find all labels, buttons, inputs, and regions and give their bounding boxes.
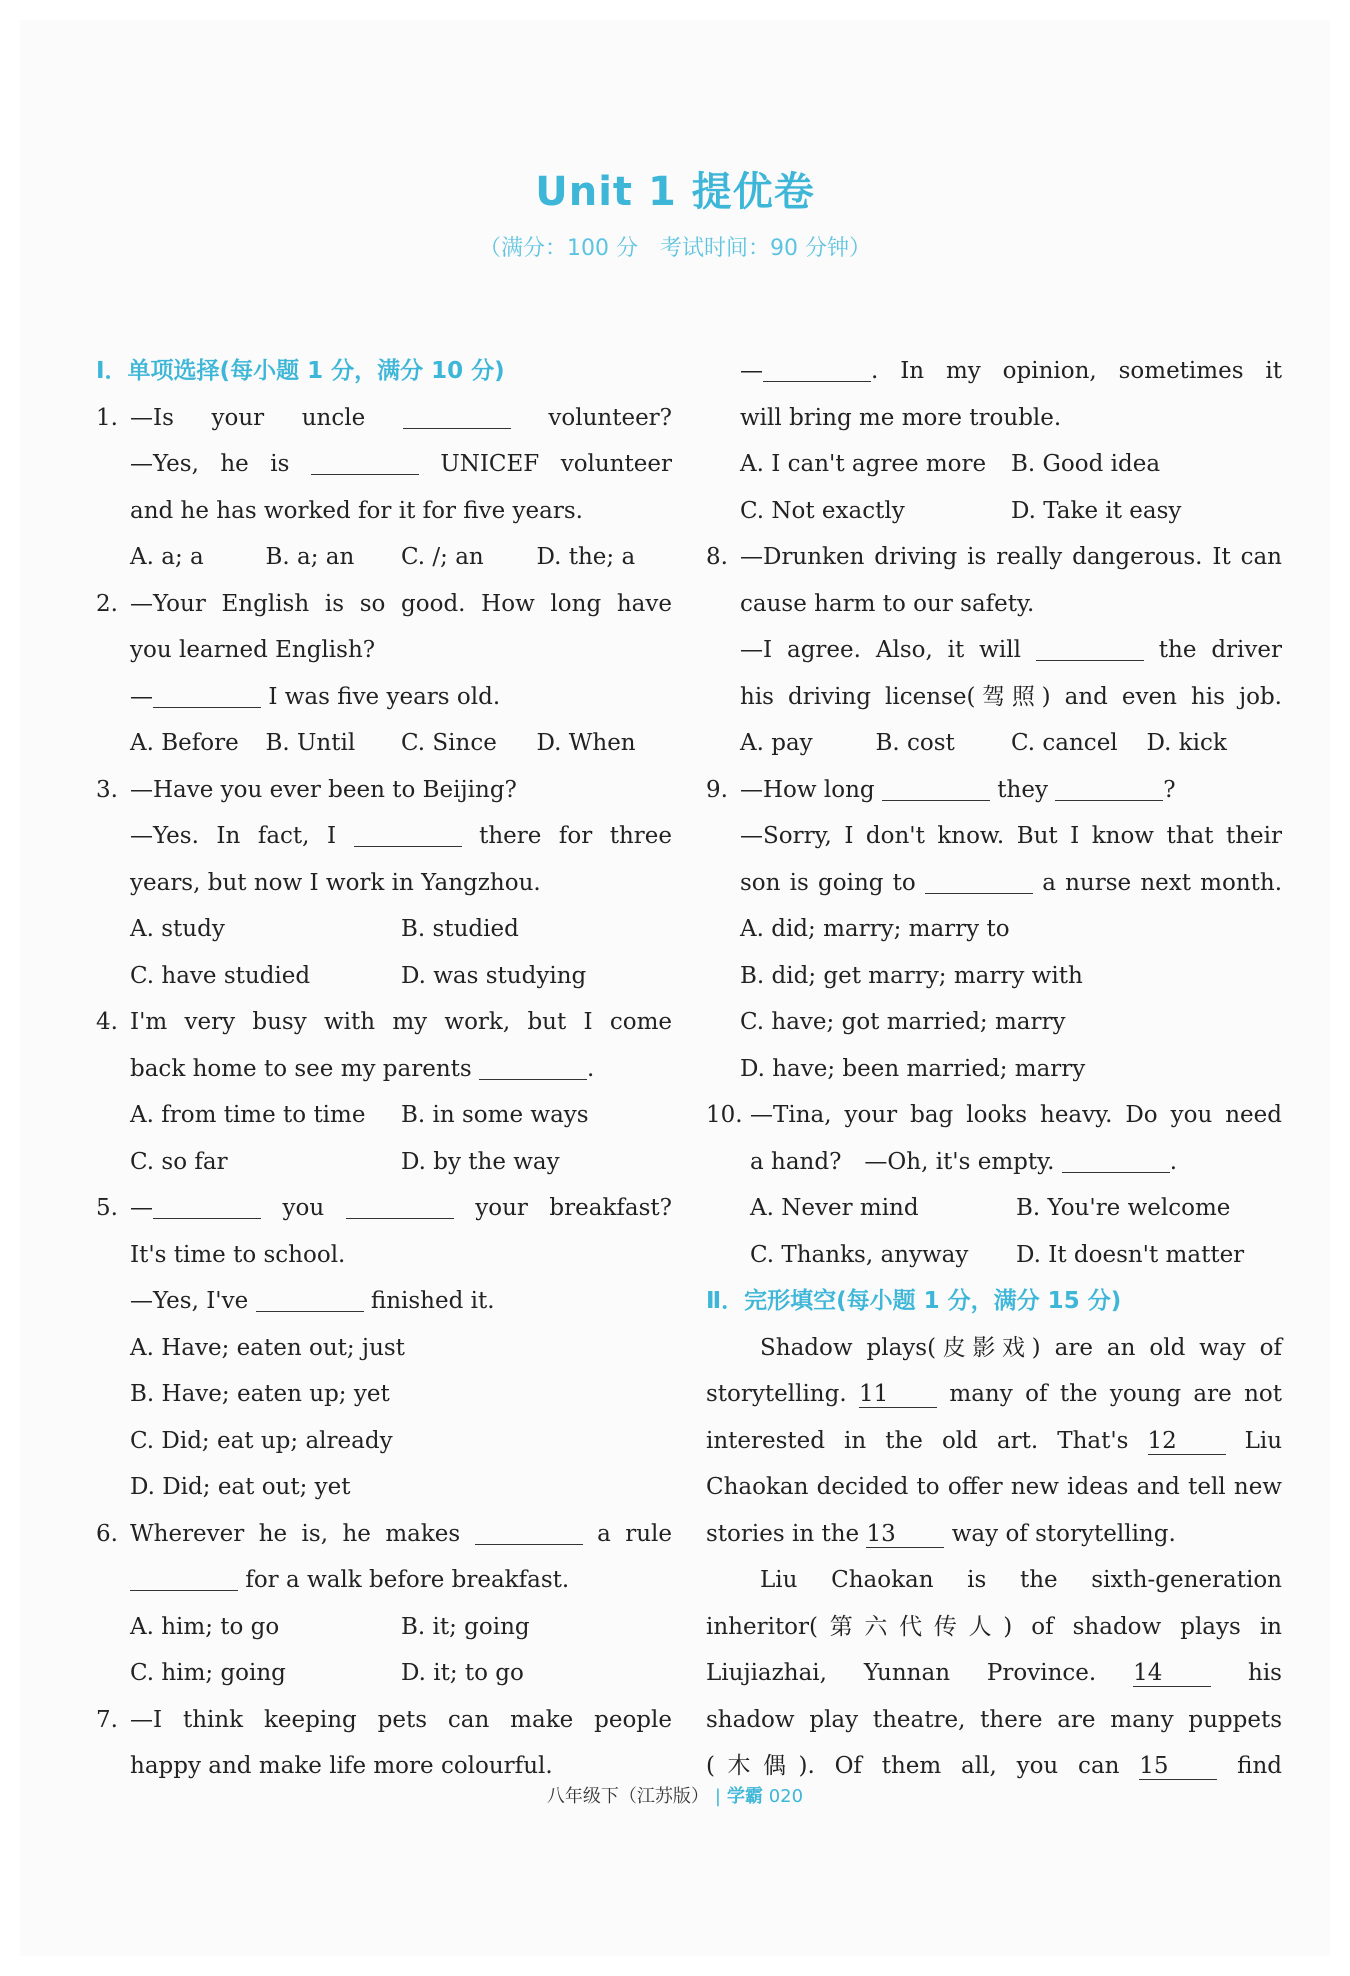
left-column bbox=[96, 348, 672, 1790]
answer-blank[interactable] bbox=[346, 1194, 454, 1219]
question-text: you bbox=[282, 1195, 325, 1221]
option-c[interactable]: C. him; going bbox=[130, 1660, 286, 1686]
question-text: cause harm to our safety. bbox=[740, 590, 1035, 617]
question-number: 5. bbox=[96, 1195, 118, 1221]
header bbox=[0, 160, 1350, 262]
question-text: — bbox=[740, 358, 763, 384]
option-b[interactable]: B. did; get marry; marry with bbox=[740, 962, 1083, 989]
option-d[interactable]: D. the; a bbox=[536, 544, 636, 570]
question-number: 1. bbox=[96, 404, 118, 431]
question-number: 8. bbox=[706, 544, 728, 570]
option-d[interactable]: D. was studying bbox=[401, 962, 587, 989]
cloze-text: Shadow plays(皮影戏) are an old way of bbox=[760, 1334, 1282, 1361]
question-text: I was five years old. bbox=[268, 683, 501, 710]
question-9 bbox=[706, 767, 1282, 1093]
section-title-multiple-choice: Ⅰ．单项选择(每小题 1 分，满分 10 分) bbox=[96, 358, 505, 384]
question-text: —Yes, I've bbox=[130, 1288, 249, 1314]
question-text: —Is your uncle bbox=[130, 404, 366, 431]
cloze-blank-12[interactable]: 12 bbox=[1148, 1428, 1226, 1455]
option-b[interactable]: B. You're welcome bbox=[1016, 1195, 1231, 1221]
option-d[interactable]: D. Take it easy bbox=[1011, 497, 1182, 524]
option-a[interactable]: A. I can't agree more bbox=[740, 451, 987, 477]
section-title-cloze: Ⅱ．完形填空(每小题 1 分，满分 15 分) bbox=[706, 1288, 1122, 1314]
answer-blank[interactable] bbox=[256, 1287, 364, 1312]
exam-info: （满分：100 分 考试时间：90 分钟） bbox=[479, 236, 871, 261]
option-d[interactable]: D. by the way bbox=[401, 1148, 560, 1175]
page-title: Unit 1 提优卷 bbox=[535, 169, 815, 215]
option-a[interactable]: A. a; a bbox=[130, 544, 204, 570]
option-a[interactable]: A. study bbox=[130, 916, 225, 942]
option-c[interactable]: C. Did; eat up; already bbox=[130, 1427, 393, 1454]
question-text: —Tina, your bag looks heavy. Do you need bbox=[750, 1102, 1282, 1128]
options bbox=[130, 720, 672, 767]
options bbox=[740, 441, 1282, 534]
question-text: It's time to school. bbox=[130, 1241, 346, 1268]
answer-blank[interactable] bbox=[403, 404, 511, 429]
option-a[interactable]: A. Before bbox=[130, 730, 239, 756]
option-a[interactable]: A. Have; eaten out; just bbox=[130, 1334, 405, 1361]
answer-blank[interactable] bbox=[1062, 1148, 1170, 1173]
option-d[interactable]: D. have; been married; marry bbox=[740, 1055, 1086, 1082]
options bbox=[740, 720, 1282, 767]
cloze-text: stories in the bbox=[706, 1520, 860, 1547]
question-number: 3. bbox=[96, 776, 118, 803]
question-5 bbox=[96, 1185, 672, 1511]
question-number: 9. bbox=[706, 776, 728, 803]
right-column bbox=[706, 348, 1282, 1790]
question-4 bbox=[96, 999, 672, 1185]
question-text: volunteer? bbox=[548, 404, 673, 431]
option-b[interactable]: B. it; going bbox=[401, 1613, 530, 1640]
question-text: —Drunken driving is really dangerous. It can bbox=[740, 544, 1282, 570]
answer-blank[interactable] bbox=[475, 1520, 583, 1545]
question-3 bbox=[96, 767, 672, 1000]
question-7-continued bbox=[706, 348, 1282, 534]
cloze-text: interested in the old art. That's bbox=[706, 1427, 1129, 1454]
option-d[interactable]: D. it; to go bbox=[401, 1660, 524, 1686]
option-c[interactable]: C. have studied bbox=[130, 962, 311, 989]
options bbox=[130, 1604, 672, 1697]
question-text: . bbox=[1169, 1148, 1178, 1175]
cloze-text: Chaokan decided to offer new ideas and tell new bbox=[706, 1474, 1282, 1500]
answer-blank[interactable] bbox=[925, 869, 1033, 894]
question-text: —Yes, he is bbox=[130, 451, 290, 477]
option-a[interactable]: A. him; to go bbox=[130, 1613, 280, 1640]
option-c[interactable]: C. have; got married; marry bbox=[740, 1009, 1066, 1035]
page-footer bbox=[0, 1782, 1350, 1808]
option-a[interactable]: A. from time to time bbox=[130, 1102, 366, 1128]
question-text: —Your English is so good. How long have bbox=[130, 590, 672, 617]
option-b[interactable]: B. Have; eaten up; yet bbox=[130, 1381, 390, 1407]
question-number: 7. bbox=[96, 1706, 118, 1733]
cloze-blank-14[interactable]: 14 bbox=[1133, 1660, 1211, 1687]
cloze-text: Liu bbox=[1244, 1427, 1283, 1454]
question-10 bbox=[706, 1092, 1282, 1278]
answer-blank[interactable] bbox=[1036, 636, 1144, 661]
question-number: 10. bbox=[706, 1102, 743, 1128]
question-text: there for three bbox=[479, 823, 673, 849]
option-c[interactable]: C. so far bbox=[130, 1148, 228, 1175]
answer-blank[interactable] bbox=[130, 1566, 238, 1591]
option-c[interactable]: C. /; an bbox=[401, 544, 484, 570]
question-text: for a walk before breakfast. bbox=[245, 1567, 570, 1593]
question-text: the driver bbox=[1158, 637, 1283, 663]
cloze-text: his bbox=[1248, 1660, 1282, 1686]
option-b[interactable]: B. studied bbox=[401, 916, 519, 942]
question-text: —I agree. Also, it will bbox=[740, 637, 1021, 663]
option-d[interactable]: D. kick bbox=[1146, 730, 1227, 756]
option-c[interactable]: C. Thanks, anyway bbox=[750, 1241, 969, 1268]
option-b[interactable]: B. a; an bbox=[265, 544, 355, 570]
brand-logo: 学霸 bbox=[726, 1786, 763, 1807]
question-number: 6. bbox=[96, 1520, 118, 1547]
question-number: 4. bbox=[96, 1009, 118, 1035]
question-text: a rule bbox=[597, 1520, 672, 1547]
options bbox=[130, 906, 672, 999]
question-6 bbox=[96, 1511, 672, 1697]
question-7 bbox=[96, 1697, 672, 1790]
footer-separator: | bbox=[714, 1786, 721, 1807]
cloze-text: (木偶). Of them all, you can bbox=[706, 1753, 1120, 1779]
cloze-blank-11[interactable]: 11 bbox=[859, 1381, 937, 1408]
question-text: —Yes. In fact, I bbox=[130, 823, 337, 849]
question-text: —I think keeping pets can make people bbox=[130, 1706, 672, 1733]
question-text: —Sorry, I don't know. But I know that their bbox=[740, 823, 1282, 849]
cloze-passage bbox=[706, 1325, 1282, 1790]
option-d[interactable]: D. It doesn't matter bbox=[1016, 1241, 1245, 1268]
option-c[interactable]: C. Not exactly bbox=[740, 497, 905, 524]
options bbox=[750, 1185, 1282, 1278]
answer-blank[interactable] bbox=[763, 357, 871, 382]
question-text: his driving license(驾照) and even his job. bbox=[740, 683, 1282, 710]
option-c[interactable]: C. Since bbox=[401, 730, 497, 756]
question-text: I'm very busy with my work, but I come bbox=[130, 1009, 672, 1035]
question-text: and he has worked for it for five years. bbox=[130, 497, 583, 524]
cloze-text: inheritor(第六代传人) of shadow plays in bbox=[706, 1613, 1282, 1640]
question-text: ? bbox=[1163, 776, 1176, 803]
question-text: — bbox=[130, 1195, 153, 1221]
option-a[interactable]: A. did; marry; marry to bbox=[740, 916, 1010, 942]
answer-blank[interactable] bbox=[882, 776, 990, 801]
question-text: . In my opinion, sometimes it bbox=[871, 358, 1282, 384]
answer-blank[interactable] bbox=[354, 822, 462, 847]
option-c[interactable]: C. cancel bbox=[1011, 730, 1118, 756]
cloze-text: find bbox=[1237, 1753, 1283, 1779]
cloze-text: many of the young are not bbox=[949, 1381, 1283, 1407]
question-2 bbox=[96, 581, 672, 767]
page-number: 020 bbox=[768, 1786, 804, 1807]
question-text: years, but now I work in Yangzhou. bbox=[130, 869, 541, 896]
option-b[interactable]: B. Good idea bbox=[1011, 451, 1161, 477]
question-text: you learned English? bbox=[130, 637, 376, 663]
question-1 bbox=[96, 395, 672, 581]
answer-blank[interactable] bbox=[153, 1194, 261, 1219]
question-text: a nurse next month. bbox=[1042, 869, 1283, 896]
options bbox=[130, 534, 672, 581]
question-text: —How long bbox=[740, 776, 875, 803]
question-text: will bring me more trouble. bbox=[740, 404, 1062, 431]
option-a[interactable]: A. Never mind bbox=[750, 1195, 919, 1221]
answer-blank[interactable] bbox=[311, 450, 419, 475]
cloze-text: Liu Chaokan is the sixth-generation bbox=[760, 1567, 1282, 1593]
question-text: finished it. bbox=[370, 1288, 495, 1314]
answer-blank[interactable] bbox=[153, 683, 261, 708]
question-8 bbox=[706, 534, 1282, 767]
question-text: happy and make life more colourful. bbox=[130, 1753, 553, 1779]
grade-label: 八年级下（江苏版） bbox=[546, 1786, 709, 1807]
question-text: Wherever he is, he makes bbox=[130, 1520, 461, 1547]
options bbox=[130, 1092, 672, 1185]
option-b[interactable]: B. in some ways bbox=[401, 1102, 589, 1128]
question-text: — bbox=[130, 683, 153, 710]
question-text: your breakfast? bbox=[475, 1195, 673, 1221]
question-text: son is going to bbox=[740, 869, 916, 896]
cloze-text: Liujiazhai, Yunnan Province. bbox=[706, 1660, 1097, 1686]
question-text: they bbox=[997, 776, 1048, 803]
cloze-text: storytelling. bbox=[706, 1381, 847, 1407]
answer-blank[interactable] bbox=[1055, 776, 1163, 801]
question-text: a hand? —Oh, it's empty. bbox=[750, 1148, 1055, 1175]
question-text: UNICEF volunteer bbox=[440, 451, 672, 477]
option-d[interactable]: D. Did; eat out; yet bbox=[130, 1474, 351, 1500]
option-b[interactable]: B. cost bbox=[875, 730, 955, 756]
option-a[interactable]: A. pay bbox=[740, 730, 813, 756]
cloze-text: shadow play theatre, there are many puppets bbox=[706, 1706, 1282, 1733]
cloze-text: way of storytelling. bbox=[951, 1520, 1176, 1547]
question-number: 2. bbox=[96, 590, 118, 617]
question-text: . bbox=[587, 1055, 595, 1082]
cloze-blank-15[interactable]: 15 bbox=[1139, 1753, 1217, 1780]
question-text: back home to see my parents bbox=[130, 1055, 472, 1082]
cloze-blank-13[interactable]: 13 bbox=[866, 1521, 944, 1548]
answer-blank[interactable] bbox=[479, 1055, 587, 1080]
option-d[interactable]: D. When bbox=[536, 730, 636, 756]
question-text: —Have you ever been to Beijing? bbox=[130, 776, 517, 803]
option-b[interactable]: B. Until bbox=[265, 730, 356, 756]
